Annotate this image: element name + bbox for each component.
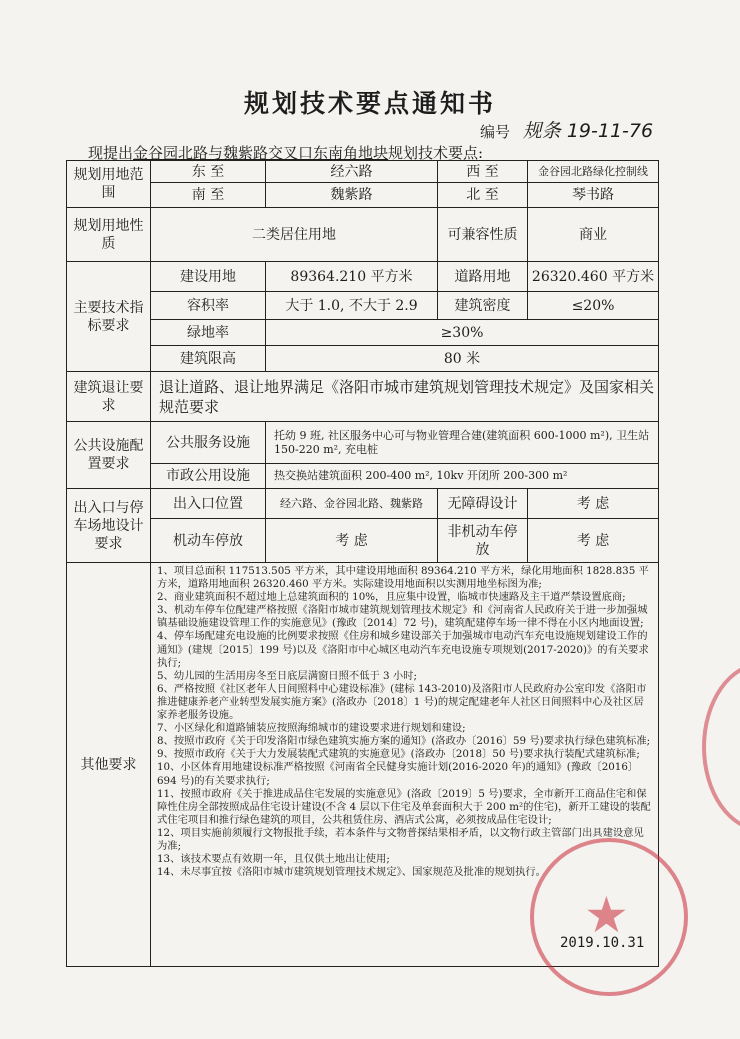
barrier-label: 无障碍设计: [438, 489, 528, 519]
intro-location: 金谷园北路与魏紫路交叉口东南角地块: [133, 144, 389, 162]
doc-no-value: 规条 19-11-76: [522, 120, 654, 142]
far-label: 容积率: [151, 292, 266, 320]
service-label: 公共服务设施: [151, 422, 266, 464]
note-item: 5、幼儿园的生活用房冬至日底层满窗日照不低于 3 小时;: [157, 669, 417, 682]
other-label: 其他要求: [67, 563, 151, 967]
note-item: 12、项目实施前须履行文物报批手续，若本条件与文物普探结果相矛盾，以文物行政主管部门出具建设意见为准;: [157, 826, 644, 852]
far-value: 大于 1.0, 不大于 2.9: [266, 292, 438, 320]
road-label: 道路用地: [438, 262, 528, 292]
motor-value: 考 虑: [266, 519, 438, 563]
setback-label: 建筑退让要求: [67, 372, 151, 422]
height-label: 建筑限高: [151, 346, 266, 372]
land-value: 89364.210 平方米: [266, 262, 438, 292]
document-number: [480, 116, 653, 143]
official-seal-stamp: [530, 838, 688, 996]
note-item: 11、按照市政府《关于推进成品住宅发展的实施意见》(洛政〔2019〕5 号)要求，全市新开工商品住宅和保障性住房全部按照成品住宅设计建设(不含 4 层以下住宅及单套面积大于 200 m²的住宅)，新开工建设的装配式住宅项目和推行绿色建筑的项目，公共租赁住房、酒店式公寓，必须按成品住宅设计;: [157, 787, 651, 826]
north-label: 北 至: [438, 183, 528, 208]
scope-label: 规划用地范围: [67, 161, 151, 208]
note-item: 6、严格按照《社区老年人日间照料中心建设标准》(建标 143-2010)及洛阳市人民政府办公室印发《洛阳市推进健康养老产业转型发展实施方案》(洛政办〔2018〕1 号)的规定配建老年人社区日间照料中心及社区居家养老服务设施。: [157, 682, 647, 722]
doc-no-label: 编号: [480, 123, 511, 141]
nature-label: 规划用地性质: [67, 208, 151, 262]
compat-value: 商业: [528, 208, 659, 262]
density-value: ≤20%: [528, 292, 659, 320]
nature-value: 二类居住用地: [151, 208, 438, 262]
land-label: 建设用地: [151, 262, 266, 292]
motor-label: 机动车停放: [151, 519, 266, 563]
green-label: 绿地率: [151, 320, 266, 346]
entrance-label: 出入口位置: [151, 489, 266, 519]
intro-prefix: 现提出: [88, 144, 134, 162]
note-item: 7、小区绿化和道路铺装应按照海绵城市的建设要求进行规划和建设;: [157, 722, 466, 735]
compat-label: 可兼容性质: [438, 208, 528, 262]
north-value: 琴书路: [528, 183, 659, 208]
density-label: 建筑密度: [438, 292, 528, 320]
requirements-table: [66, 160, 659, 967]
nonmotor-value: 考 虑: [528, 519, 659, 563]
note-item: 10、小区体育用地建设标准严格按照《河南省全民健身实施计划(2016-2020 年)的通知》(豫政〔2016〕694 号)的有关要求执行;: [157, 761, 639, 787]
sign-date: 2019.10.31: [560, 935, 645, 951]
note-item: 8、按照市政府《关于印发洛阳市绿色建筑实施方案的通知》(洛政办〔2016〕59 号)要求执行绿色建筑标准;: [157, 735, 651, 748]
note-item: 2、商业建筑面积不超过地上总建筑面积的 10%，且应集中设置，临城市快速路及主干道严禁设置底商;: [157, 591, 626, 604]
barrier-value: 考 虑: [528, 489, 659, 519]
west-value: 金谷园北路绿化控制线: [528, 161, 659, 183]
note-item: 13、该技术要点有效期一年，且仅供土地出让使用;: [157, 853, 390, 866]
south-label: 南 至: [151, 183, 266, 208]
municipal-value: 热交换站建筑面积 200-400 m², 10kv 开闭所 200-300 m²: [266, 464, 659, 489]
note-item: 9、按照市政府《关于大力发展装配式建筑的实施意见》(洛政办〔2018〕50 号)要求执行装配式建筑标准;: [157, 748, 640, 761]
entrance-value: 经六路、金谷园北路、魏紫路: [266, 489, 438, 519]
south-value: 魏紫路: [266, 183, 438, 208]
height-value: 80 米: [266, 346, 659, 372]
east-value: 经六路: [266, 161, 438, 183]
star-icon: ★: [584, 886, 629, 944]
document-title: 规划技术要点通知书: [243, 89, 496, 118]
setback-value: 退让道路、退让地界满足《洛阳市城市建筑规划管理技术规定》及国家相关规范要求: [151, 372, 659, 422]
east-label: 东 至: [151, 161, 266, 183]
road-value: 26320.460 平方米: [528, 262, 659, 292]
west-label: 西 至: [438, 161, 528, 183]
service-value: 托幼 9 班, 社区服务中心可与物业管理合建(建筑面积 600-1000 m²), 卫生站 150-220 m², 充电桩: [266, 422, 659, 464]
side-seal-stamp: [702, 662, 740, 832]
municipal-label: 市政公用设施: [151, 464, 266, 489]
note-item: 4、停车场配建充电设施的比例要求按照《住房和城乡建设部关于加强城市电动汽车充电设施规划建设工作的通知》(建规〔2015〕199 号)以及《洛阳市中心城区电动汽车充电设施专项规划(2017-2020)》的有关要求执行;: [157, 630, 649, 669]
note-item: 14、未尽事宜按《洛阳市城市建筑规划管理技术规定》、国家规范及批准的规划执行。: [157, 866, 546, 879]
public-label: 公共设施配置要求: [67, 422, 151, 489]
note-item: 3、机动车停车位配建严格按照《洛阳市城市建筑规划管理技术规定》和《河南省人民政府关于进一步加强城镇基础设施建设管理工作的实施意见》(豫政〔2014〕72 号)，建筑配建停车场一律不得在小区内地面设置;: [157, 604, 648, 630]
nonmotor-label: 非机动车停放: [438, 519, 528, 563]
intro-suffix: 规划技术要点:: [388, 144, 484, 162]
green-value: ≥30%: [266, 320, 659, 346]
access-label: 出入口与停车场地设计要求: [67, 489, 151, 563]
indicators-label: 主要技术指标要求: [67, 262, 151, 372]
note-item: 1、项目总面积 117513.505 平方米，其中建设用地面积 89364.210 平方米，绿化用地面积 1828.835 平方米，道路用地面积 26320.460 平方米。实际建设用地面积以实测用地坐标图为准;: [157, 565, 649, 591]
